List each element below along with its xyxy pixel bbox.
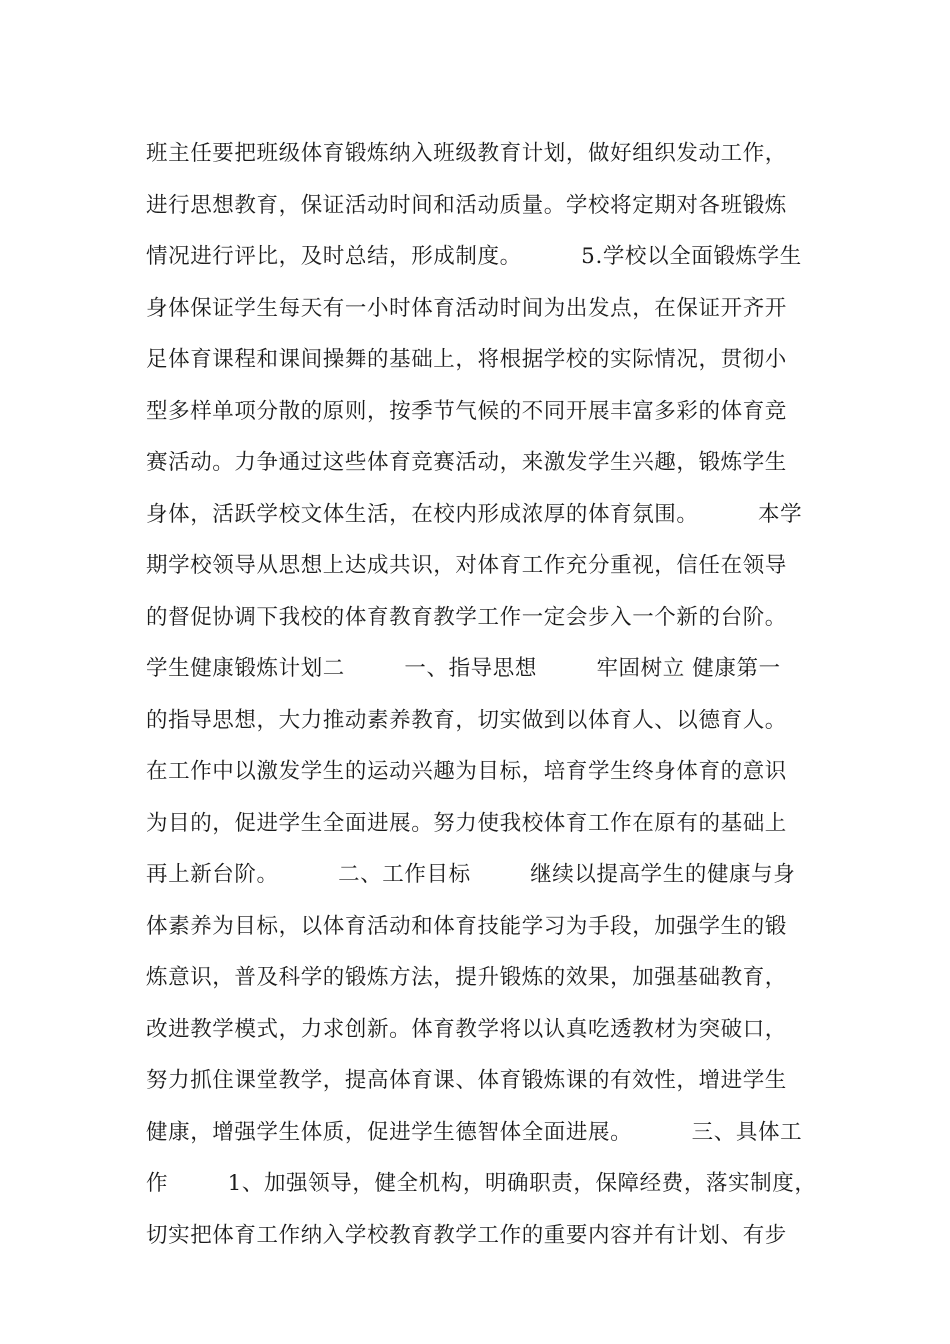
text-line: 期学校领导从思想上达成共识，对体育工作充分重视，信任在领导 <box>146 553 787 578</box>
text-line: 改进教学模式，力求创新。体育教学将以认真吃透教材为突破口， <box>146 1016 787 1042</box>
text-line: 身体，活跃学校文体生活，在校内形成浓厚的体育氛围。 本学 <box>146 501 803 527</box>
text-line: 的督促协调下我校的体育教育教学工作一定会步入一个新的台阶。 <box>146 604 787 630</box>
text-line: 健康，增强学生体质，促进学生德智体全面进展。 三、具体工 <box>146 1119 803 1145</box>
text-line: 作 1、加强领导，健全机构，明确职责，保障经费，落实制度， <box>146 1171 817 1196</box>
text-line: 努力抓住课堂教学，提高体育课、体育锻炼课的有效性，增进学生 <box>146 1068 787 1093</box>
text-line: 赛活动。力争通过这些体育竞赛活动，来激发学生兴趣，锻炼学生 <box>146 450 787 475</box>
text-line: 情况进行评比，及时总结，形成制度。 5.学校以全面锻炼学生 <box>146 244 802 269</box>
body-text <box>146 128 846 1261</box>
text-line: 为目的，促进学生全面进展。努力使我校体育工作在原有的基础上 <box>146 810 787 836</box>
text-line: 足体育课程和课间操舞的基础上，将根据学校的实际情况，贯彻小 <box>146 347 787 372</box>
text-line: 再上新台阶。 二、工作目标 继续以提高学生的健康与身 <box>146 862 796 887</box>
text-line: 型多样单项分散的原则，按季节气候的不同开展丰富多彩的体育竞 <box>146 398 787 424</box>
text-line: 切实把体育工作纳入学校教育教学工作的重要内容并有计划、有步 <box>146 1222 787 1248</box>
text-line: 身体保证学生每天有一小时体育活动时间为出发点，在保证开齐开 <box>146 295 787 321</box>
text-line: 进行思想教育，保证活动时间和活动质量。学校将定期对各班锻炼 <box>146 192 787 218</box>
text-line: 的指导思想，大力推动素养教育，切实做到以体育人、以德育人。 <box>146 707 787 733</box>
text-line: 体素养为目标，以体育活动和体育技能学习为手段，加强学生的锻 <box>146 913 787 939</box>
text-line: 班主任要把班级体育锻炼纳入班级教育计划，做好组织发动工作， <box>146 141 787 166</box>
text-line: 学生健康锻炼计划二 一、指导思想 牢固树立 健康第一 <box>146 656 781 681</box>
text-line: 在工作中以激发学生的运动兴趣为目标，培育学生终身体育的意识 <box>146 759 787 784</box>
text-line: 炼意识，普及科学的锻炼方法，提升锻炼的效果，加强基础教育， <box>146 965 787 990</box>
